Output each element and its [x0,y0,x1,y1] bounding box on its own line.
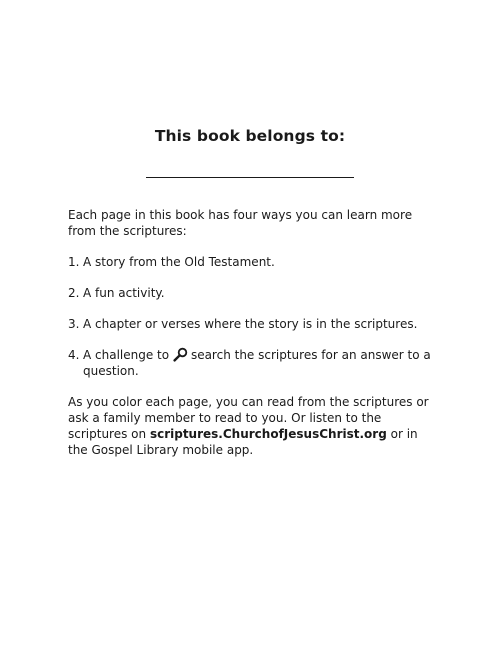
list-item [68,254,438,270]
page-title: This book belongs to: [154,127,346,145]
list-item-text: A story from the Old Testament. [83,255,275,269]
list-item-number: 1. [68,255,80,269]
list-item-number: 2. [68,286,80,300]
list-item [68,347,438,379]
scriptures-website-link[interactable]: scriptures.ChurchofJesusChrist.org [149,427,387,441]
list-item-text: A fun activity. [83,286,165,300]
intro-paragraph: Each page in this book has four ways you can learn more from the scriptures: [68,208,413,238]
content-body [68,207,438,458]
list-item-text-after: search the scriptures for an answer to a question. [83,348,431,378]
closing-text-start: As you color each page, you can read from the scriptures or ask a family member to read to you. Or listen to the scriptures on [68,395,429,441]
list-item-number: 4. [68,348,80,362]
ways-list [68,254,438,379]
list-item-number: 3. [68,317,80,331]
name-signature-line [146,177,354,178]
closing-paragraph [68,394,438,458]
list-item [68,285,438,301]
closing-text-end: or in the Gospel Library mobile app. [68,427,418,457]
list-item [68,316,438,332]
magnifying-glass-icon [173,347,188,362]
list-item-text: A chapter or verses where the story is in the scriptures. [83,317,418,331]
list-item-text-before: A challenge to [83,348,170,362]
